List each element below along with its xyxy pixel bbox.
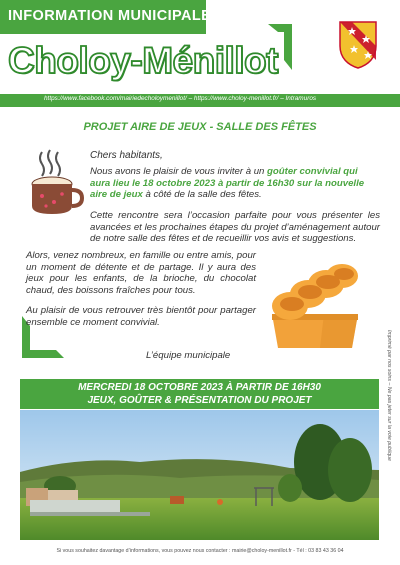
event-program: JEUX, GOÛTER & PRÉSENTATION DU PROJET [87, 395, 312, 406]
paragraph-invitation [90, 166, 380, 201]
corner-bracket-top-right [268, 24, 292, 70]
side-note: Imprimé par nos soins – Ne pas jeter sur la voie publique [386, 330, 392, 461]
hot-chocolate-icon [26, 148, 84, 216]
coat-of-arms-icon [338, 20, 378, 70]
event-date: MERCREDI 18 OCTOBRE 2023 À PARTIR DE 16H30 [78, 382, 321, 393]
signature: L’équipe municipale [146, 350, 231, 361]
banner-label: INFORMATION MUNICIPALE [8, 8, 212, 24]
greeting: Chers habitants, [90, 150, 163, 161]
playground-photo [20, 410, 379, 540]
invitation-highlight: goûter convivial qui aura lieu le 18 octobre 2023 à partir de 16h30 sur la nouvelle aire de jeux [90, 166, 365, 200]
invitation-end: à côté de la salle des fêtes. [142, 189, 262, 200]
invitation-start: Nous avons le plaisir de vous inviter à un [90, 166, 268, 177]
paragraph-project: Cette rencontre sera l’occasion parfaite pour vous présenter les avancées et les prochaines étapes du projet d’aménagement autour de notre salle des fêtes et de recueillir vos avis et suggestions. [90, 210, 380, 244]
article-title: PROJET AIRE DE JEUX - SALLE DES FÊTES [83, 121, 317, 133]
brioche-icon [262, 262, 372, 352]
paragraph-come: Alors, venez nombreux, en famille ou entre amis, pour un moment de détente et de partage. Il y aura des jeux pour les enfants, de la brioche, du chocolat chaud, des boissons fraîches pour tous. [26, 250, 256, 296]
town-title: Choloy-Ménillot [8, 40, 278, 81]
photo-scene [20, 410, 379, 540]
links-bar [0, 94, 400, 107]
paragraph-closing: Au plaisir de vous retrouver très bientôt pour partager ensemble ce moment convivial. [26, 305, 256, 328]
event-banner [20, 379, 379, 409]
links-text[interactable]: https://www.facebook.com/mairiedecholoymenillot/ – https://www.choloy-menillot.fr/ – Intramuros [44, 95, 317, 102]
footer-contact: Si vous souhaitez davantage d’informations, vous pouvez nous contacter : mairie@choloy-menillot.fr - Tél : 03 83 43 36 04 [56, 548, 344, 554]
